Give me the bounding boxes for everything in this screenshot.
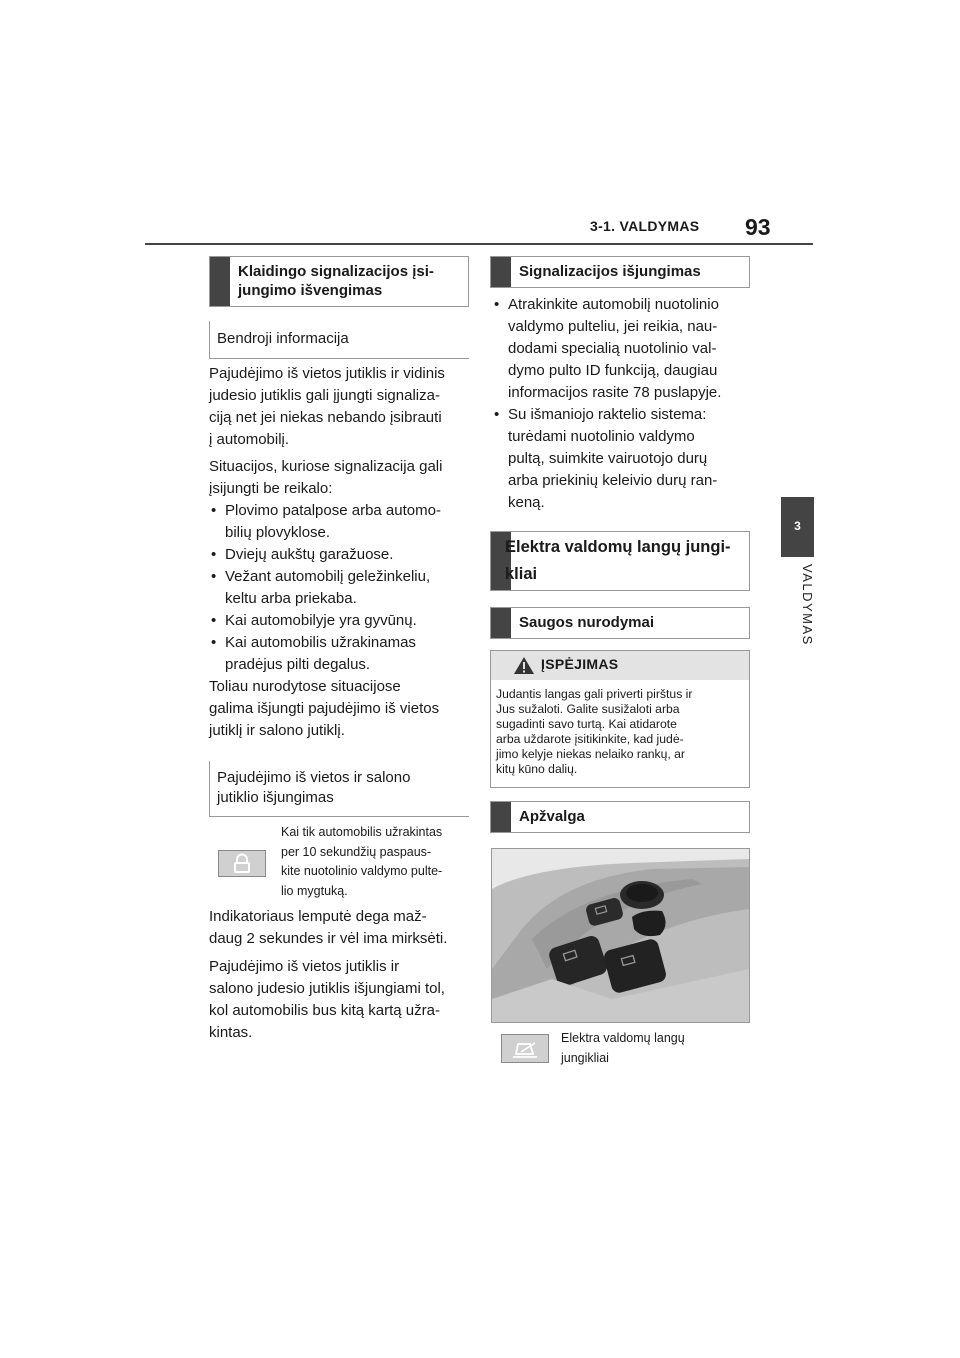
list-item: • Kai automobilyje yra gyvūnų. [209,610,469,632]
list-item: • Su išmaniojo raktelio sistema: turėdami nuotolinio valdymo pultą, suimkite vairuotojo durų arba priekinių keleivio durų ran- keną. [492,404,752,514]
subheading-text: Pajudėjimo iš vietos ir salono jutiklio išjungimas [217,769,411,806]
paragraph-situations [209,456,469,676]
situations-list [209,500,469,676]
text-line: ciją net jei niekas nebando įsibrauti [209,409,442,426]
text-line: galima išjungti pajudėjimo iš vietos [209,700,440,717]
paragraph-intro [209,363,469,451]
window-switch-caption: Elektra valdomų langų jungikliai [561,1031,685,1065]
window-switches-photo [491,848,750,1023]
section-heading-overview [490,801,750,833]
list-item: • Kai automobilis užrakinamas pradėjus pilti degalus. [209,632,469,676]
section-heading-text [238,262,434,300]
window-switch-icon [501,1034,549,1063]
heading-bar [491,802,511,832]
section-heading-alarm-off [490,256,750,288]
section-heading-false-alarm [209,256,469,307]
chapter-tab-number: 3 [794,519,801,533]
heading-bar [491,257,511,287]
heading-line: jungimo išvengimas [238,282,383,299]
list-item: • Dviejų aukštų garažuose. [209,544,469,566]
heading-bar [491,608,511,638]
chapter-tab [781,497,814,557]
chapter-side-label: VALDYMAS [800,564,815,646]
lock-button-caption: Kai tik automobilis užrakintas per 10 sekundžių paspaus- kite nuotolinio valdymo pulte- lio mygtuką. [281,825,443,898]
text-line: į automobilį. [209,431,290,448]
text-line: judesio jutiklis gali įjungti signaliza- [209,387,440,404]
paragraph-following-situations [209,676,469,742]
heading-line: Klaidingo signalizacijos įsi- [238,263,434,280]
section-heading-text: Saugos nurodymai [519,614,655,631]
text-line: Toliau nurodytose situacijose [209,678,401,695]
warning-header [491,651,749,680]
lock-button-icon [218,850,266,877]
paragraph-indicator: Indikatoriaus lemputė dega maž- daug 2 sekundes ir vėl ima mirksėti. [209,908,448,947]
subheading-sensor-disable [209,761,469,817]
alarm-off-list [492,294,752,514]
chapter-heading-text: Elektra valdomų langų jungi- kliai [505,538,731,583]
warning-text: Judantis langas gali priverti pirštus ir Jus sužaloti. Galite susižaloti arba sugadinti savo turtą. Kai atidarote arba uždarote įsitikinkite, kad judė- jimo kelyje niekas nelaiko rankų, ar kitų kūno dalių. [496,687,693,776]
warning-triangle-icon [513,656,535,675]
warning-title: ĮSPĖJIMAS [541,656,619,672]
list-item: • Vežant automobilį geležinkeliu, keltu arba priekaba. [209,566,469,610]
list-item: • Atrakinkite automobilį nuotolinio valdymo pulteliu, jei reikia, nau- dodami specialią nuotolinio val- dymo pulto ID funkciją, daugiau informacijos rasite 78 puslapyje. [492,294,752,404]
section-heading-text: Signalizacijos išjungimas [519,263,701,280]
subheading-general-info [209,321,469,359]
text-line: jutiklį ir salono jutiklį. [209,722,345,739]
page-number: 93 [745,214,771,240]
section-heading-text: Apžvalga [519,808,585,825]
running-header-section: 3-1. VALDYMAS [590,218,700,234]
header-divider [145,243,813,245]
subheading-text: Bendroji informacija [217,330,349,347]
text-line: įsijungti be reikalo: [209,480,333,497]
warning-box [490,650,750,788]
list-item: • Plovimo patalpose arba automo- bilių plovyklose. [209,500,469,544]
chapter-heading-window-switches [490,531,750,591]
paragraph-sensors-off: Pajudėjimo iš vietos jutiklis ir salono judesio jutiklis išjungiami tol, kol automobilis bus kitą kartą užra- kintas. [209,958,445,1041]
text-line: Situacijos, kuriose signalizacija gali [209,458,443,475]
heading-bar [210,257,230,306]
text-line: Pajudėjimo iš vietos jutiklis ir vidinis [209,365,445,382]
section-heading-safety [490,607,750,639]
